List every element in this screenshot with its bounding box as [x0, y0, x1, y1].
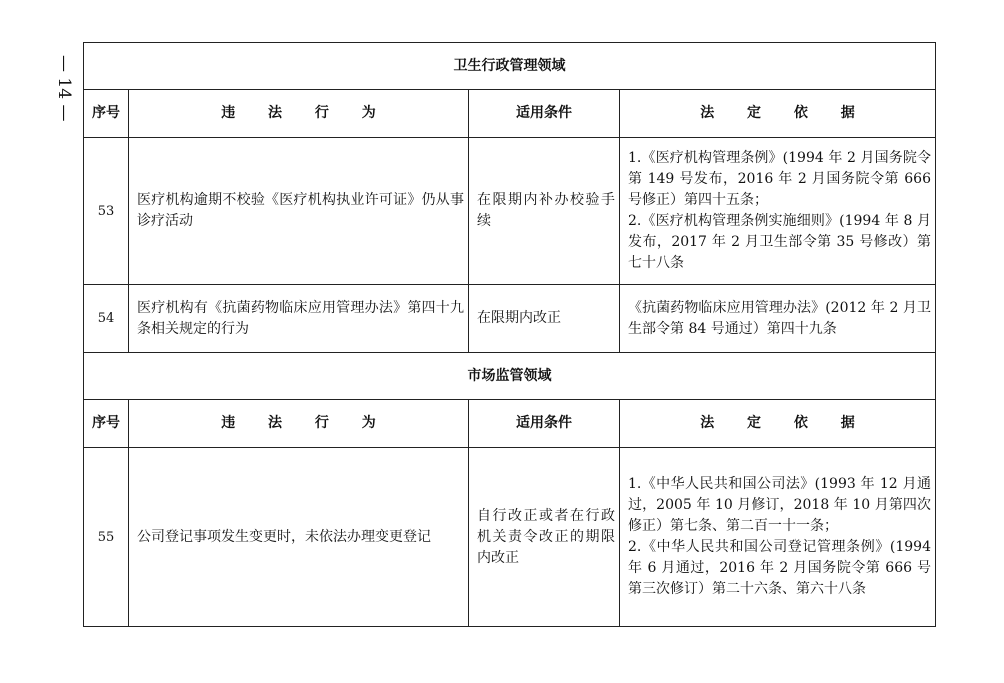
row-number: 55 [84, 448, 129, 627]
section-title-row [84, 43, 936, 90]
row-number: 53 [84, 138, 129, 285]
row-basis [620, 138, 936, 285]
row-cond: 自行改正或者在行政机关责令改正的期限内改正 [469, 448, 620, 627]
header-cond: 适用条件 [469, 90, 620, 138]
row-cond: 在限期内补办校验手续 [469, 138, 620, 285]
section-title: 卫生行政管理领域 [84, 43, 936, 90]
header-cond: 适用条件 [469, 400, 620, 448]
basis-item: 2.《医疗机构管理条例实施细则》(1994 年 8 月发布，2017 年 2 月卫生部令第 35 号修改）第七十八条 [628, 213, 931, 271]
row-act: 医疗机构有《抗菌药物临床应用管理办法》第四十九条相关规定的行为 [129, 285, 469, 353]
row-number: 54 [84, 285, 129, 353]
table-header-row [84, 400, 936, 448]
row-act: 医疗机构逾期不校验《医疗机构执业许可证》仍从事诊疗活动 [129, 138, 469, 285]
basis-item: 《抗菌药物临床应用管理办法》(2012 年 2 月卫生部令第 84 号通过）第四十九条 [628, 299, 931, 337]
table-row [84, 138, 936, 285]
header-no: 序号 [84, 400, 129, 448]
basis-item: 1.《中华人民共和国公司法》(1993 年 12 月通过，2005 年 10 月修订，2018 年 10 月第四次修正）第七条、第二百一十一条； [628, 476, 931, 534]
basis-item: 2.《中华人民共和国公司登记管理条例》(1994 年 6 月通过，2016 年 2 月国务院令第 666 号第三次修订）第二十六条、第六十八条 [628, 539, 931, 597]
basis-item: 1.《医疗机构管理条例》(1994 年 2 月国务院令第 149 号发布，2016 年 2 月国务院令第 666 号修正）第四十五条； [628, 150, 931, 208]
section-title-row [84, 353, 936, 400]
table-row [84, 285, 936, 353]
section-title: 市场监管领域 [84, 353, 936, 400]
header-basis: 法 定 依 据 [620, 400, 936, 448]
regulation-table [83, 42, 936, 627]
table-header-row [84, 90, 936, 138]
page-number: — 14 — [54, 55, 74, 122]
header-act: 违 法 行 为 [129, 90, 469, 138]
row-basis [620, 285, 936, 353]
header-act: 违 法 行 为 [129, 400, 469, 448]
row-basis [620, 448, 936, 627]
header-no: 序号 [84, 90, 129, 138]
header-basis: 法 定 依 据 [620, 90, 936, 138]
row-act: 公司登记事项发生变更时，未依法办理变更登记 [129, 448, 469, 627]
table-row [84, 448, 936, 627]
row-cond: 在限期内改正 [469, 285, 620, 353]
